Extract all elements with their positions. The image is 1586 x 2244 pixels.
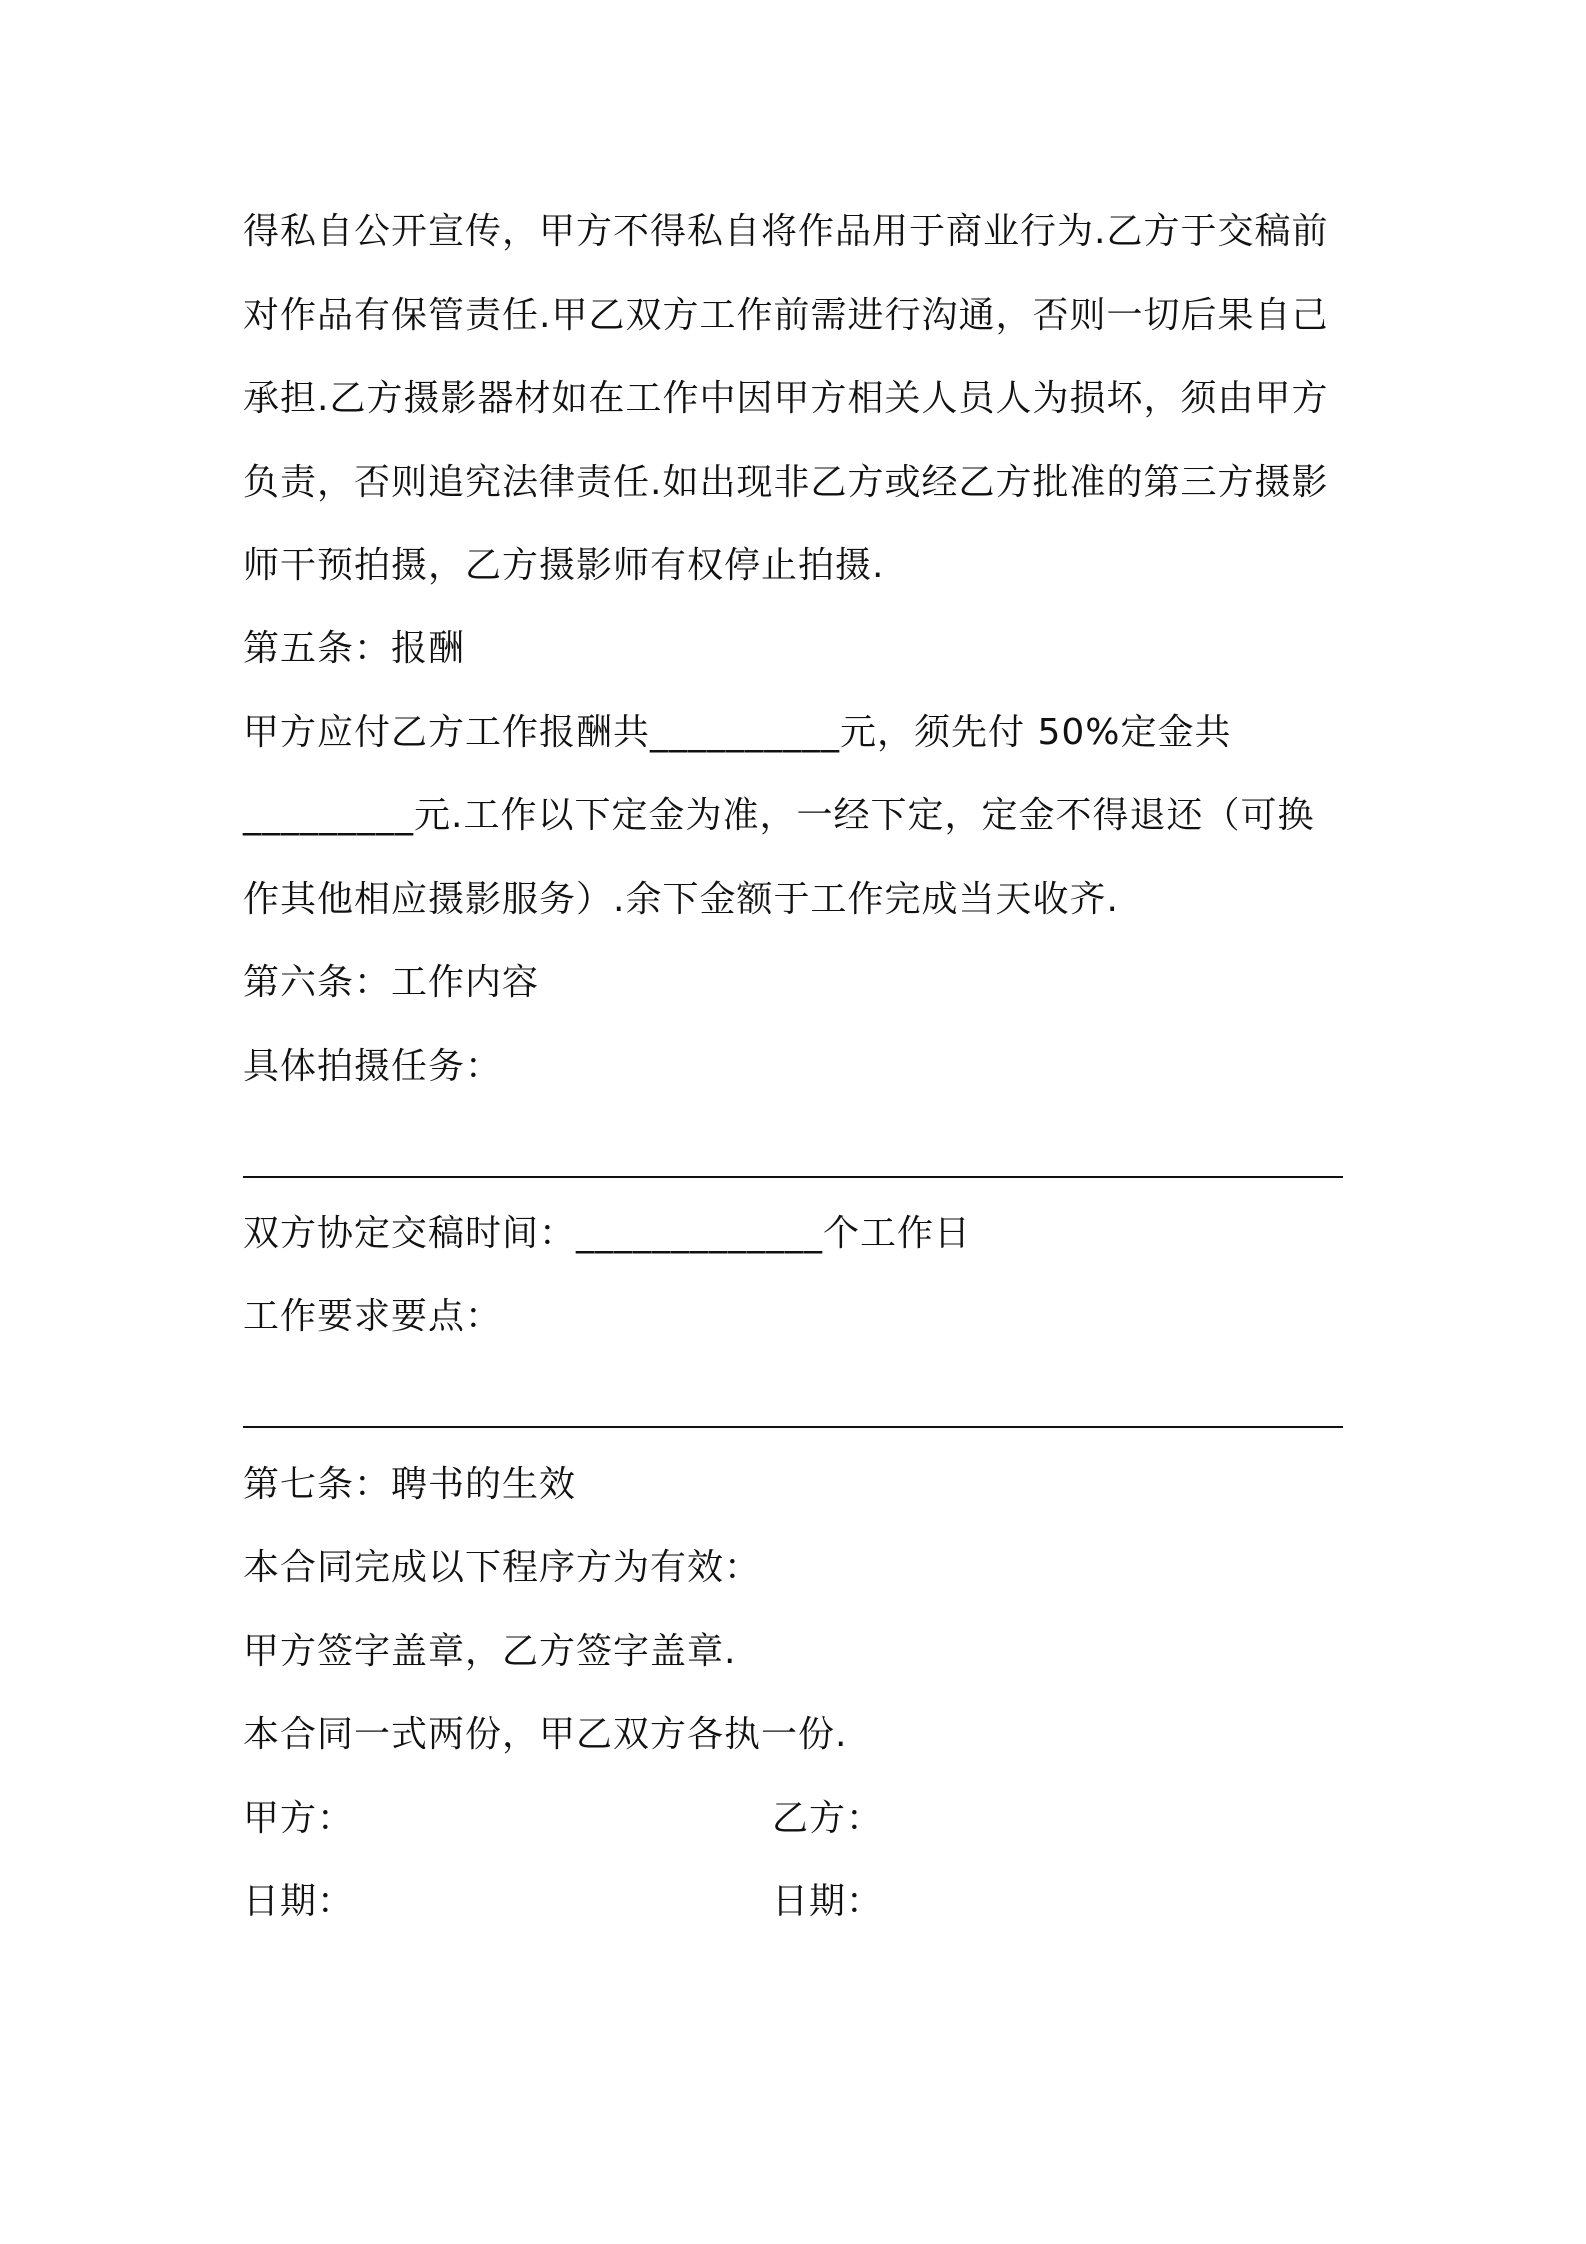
body-text-line: 承担.乙方摄影器材如在工作中因甲方相关人员人为损坏，须由甲方	[243, 378, 1329, 419]
article7-text-line: 本合同完成以下程序方为有效：	[243, 1547, 762, 1588]
requirements-blank-line	[243, 1426, 1343, 1428]
task-blank-line	[243, 1176, 1343, 1178]
article7-text-line: 甲方签字盖章，乙方签字盖章.	[243, 1631, 737, 1672]
body-text-line: 负责，否则追究法律责任.如出现非乙方或经乙方批准的第三方摄影	[243, 462, 1329, 503]
task-label: 具体拍摄任务：	[243, 1046, 503, 1087]
article7-text-line: 本合同一式两份，甲乙双方各执一份.	[243, 1714, 848, 1755]
party-a-label: 甲方：	[243, 1798, 355, 1839]
article5-heading: 第五条：报酬	[243, 628, 466, 669]
article5-text-line: 甲方应付乙方工作报酬共__________元，须先付 50%定金共	[243, 712, 1232, 753]
requirements-label: 工作要求要点：	[243, 1296, 503, 1337]
date-b-label: 日期：	[772, 1881, 884, 1922]
article5-text-line: _________元.工作以下定金为准，一经下定，定金不得退还（可换	[243, 795, 1315, 836]
body-text-line: 对作品有保管责任.甲乙双方工作前需进行沟通，否则一切后果自己	[243, 295, 1329, 336]
article5-text-line: 作其他相应摄影服务）.余下金额于工作完成当天收齐.	[243, 879, 1119, 920]
article7-heading: 第七条：聘书的生效	[243, 1464, 577, 1505]
body-text-line: 得私自公开宣传，甲方不得私自将作品用于商业行为.乙方于交稿前	[243, 211, 1329, 252]
party-b-label: 乙方：	[772, 1798, 884, 1839]
deadline-line: 双方协定交稿时间：_____________个工作日	[243, 1213, 972, 1254]
body-text-line: 师干预拍摄，乙方摄影师有权停止拍摄.	[243, 545, 885, 586]
article6-heading: 第六条：工作内容	[243, 962, 540, 1003]
date-a-label: 日期：	[243, 1881, 355, 1922]
